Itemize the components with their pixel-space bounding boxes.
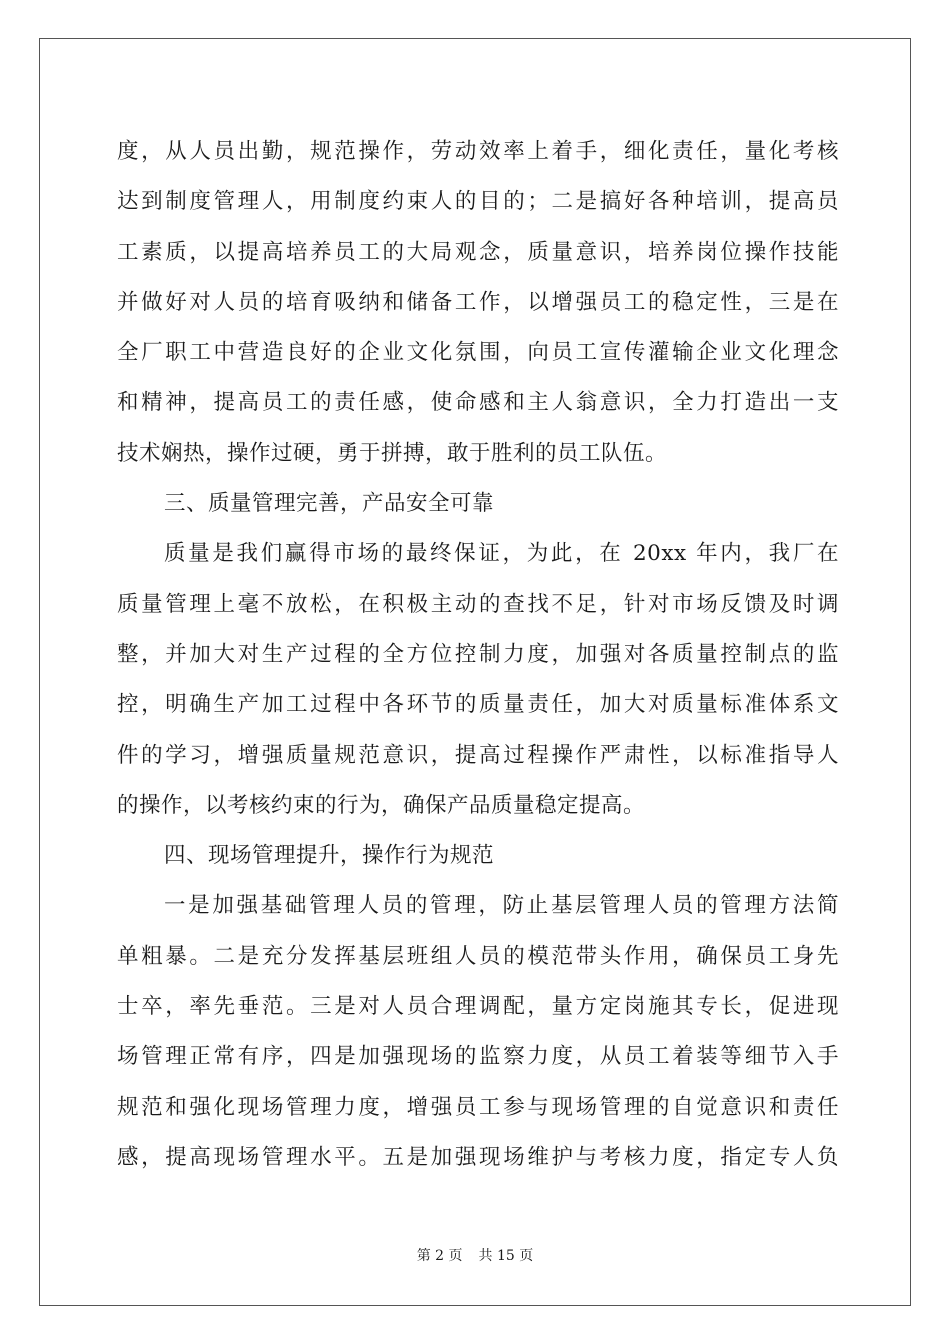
text-line: 单粗暴。二是充分发挥基层班组人员的模范带头作用，确保员工身先 [117,943,839,969]
text-line: 四、现场管理提升，操作行为规范 [164,843,495,869]
text-line: 三、质量管理完善，产品安全可靠 [164,491,495,517]
paragraph [117,479,839,529]
text-line: 士卒，率先垂范。三是对人员合理调配，量方定岗施其专长，促进现 [117,994,839,1020]
text-line: 感，提高现场管理水平。五是加强现场维护与考核力度，指定专人负 [117,1144,839,1170]
text-line: 度，从人员出勤，规范操作，劳动效率上着手，细化责任，量化考核 [117,139,839,164]
page-footer [0,1246,950,1266]
text-line: 和精神，提高员工的责任感，使命感和主人翁意识，全力打造出一支 [117,390,839,416]
page-total: 共 15 页 [478,1248,534,1264]
text-line: 一是加强基础管理人员的管理，防止基层管理人员的管理方法简 [164,893,839,919]
text-line: 工素质，以提高培养员工的大局观念，质量意识，培养岗位操作技能 [117,239,839,265]
text-line: 场管理正常有序，四是加强现场的监察力度，从员工着装等细节入手 [117,1044,839,1070]
document-body [117,127,839,1183]
paragraph [117,529,839,831]
text-line: 并做好对人员的培育吸纳和储备工作，以增强员工的稳定性，三是在 [117,289,839,315]
text-line: 技术娴热，操作过硬，勇于拼搏，敢于胜利的员工队伍。 [117,440,668,466]
text-line: 达到制度管理人，用制度约束人的目的；二是搞好各种培训，提高员 [117,189,839,215]
text-line: 规范和强化现场管理力度，增强员工参与现场管理的自觉意识和责任 [117,1094,839,1120]
text-line: 整，并加大对生产过程的全方位控制力度，加强对各质量控制点的监 [117,641,839,667]
text-line: 质量管理上毫不放松，在积极主动的查找不足，针对市场反馈及时调 [117,591,839,617]
text-line: 全厂职工中营造良好的企业文化氛围，向员工宣传灌输企业文化理念 [117,340,839,366]
paragraph [117,127,839,479]
paragraph [117,881,839,1183]
paragraph [117,831,839,881]
text-line: 控，明确生产加工过程中各环节的质量责任，加大对质量标准体系文 [117,692,839,718]
text-line: 的操作，以考核约束的行为，确保产品质量稳定提高。 [117,792,646,818]
text-line: 质量是我们赢得市场的最终保证，为此，在 20xx 年内，我厂在 [164,541,839,567]
text-line: 件的学习，增强质量规范意识，提高过程操作严肃性，以标准指导人 [117,742,839,768]
page-number: 第 2 页 [416,1248,463,1264]
